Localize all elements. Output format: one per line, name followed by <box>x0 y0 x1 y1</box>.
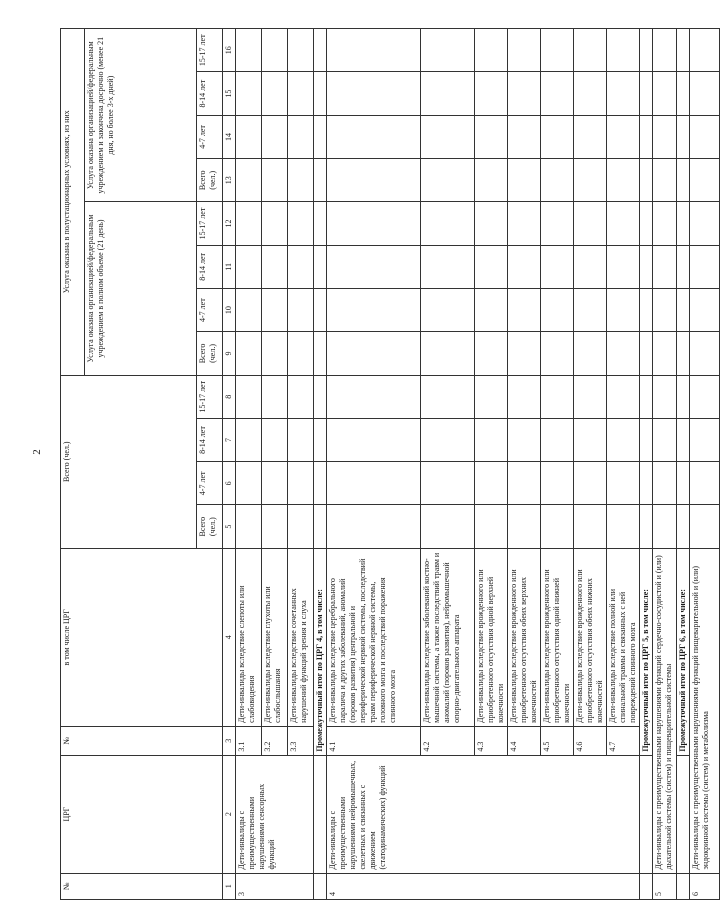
empty-cell <box>508 462 541 505</box>
empty-cell <box>690 332 720 375</box>
empty-cell <box>262 418 288 461</box>
empty-cell <box>640 418 653 461</box>
empty-cell <box>541 72 574 115</box>
column-number: 4 <box>223 548 236 726</box>
page-number: 2 <box>31 449 43 455</box>
empty-cell <box>640 159 653 202</box>
empty-cell <box>327 245 421 288</box>
empty-cell <box>236 288 262 331</box>
column-number: 12 <box>223 202 236 245</box>
empty-cell <box>653 418 677 461</box>
column-number: 10 <box>223 288 236 331</box>
empty-cell <box>690 462 720 505</box>
header-outpatient-group: Услуга оказана в полустационарных условиях, из них <box>61 29 85 376</box>
empty-cell <box>541 375 574 418</box>
empty-cell <box>690 505 720 548</box>
empty-cell <box>327 29 421 73</box>
empty-cell <box>653 115 677 158</box>
row-code: 4.5 <box>541 726 574 755</box>
empty-cell <box>314 288 327 331</box>
group-number: 5 <box>653 873 677 899</box>
empty-cell <box>653 29 677 73</box>
empty-cell <box>574 115 607 158</box>
column-number: 16 <box>223 29 236 73</box>
empty-cell <box>690 115 720 158</box>
empty-cell <box>475 245 508 288</box>
empty-cell <box>677 375 690 418</box>
empty-cell <box>288 418 314 461</box>
empty-cell <box>288 505 314 548</box>
empty-cell <box>690 375 720 418</box>
empty-cell <box>262 245 288 288</box>
empty-cell <box>574 418 607 461</box>
empty-cell <box>541 29 574 73</box>
header-age-4-7: 4-7 лет <box>197 288 223 331</box>
empty-cell <box>607 202 640 245</box>
row-text: Дети-инвалиды вследствие полной или спинальной травмы и связанных с ней повреждений спинного мозга <box>607 548 640 726</box>
empty-cell <box>314 332 327 375</box>
header-age-8-14: 8-14 лет <box>197 418 223 461</box>
empty-cell <box>421 462 475 505</box>
empty-cell <box>541 245 574 288</box>
empty-cell <box>574 375 607 418</box>
empty-cell <box>653 245 677 288</box>
empty-cell <box>653 375 677 418</box>
header-age-15-17: 15-17 лет <box>197 202 223 245</box>
subtotal-label: Промежуточный итог по ЦРГ 6, в том числе: <box>677 548 690 755</box>
empty-cell <box>640 332 653 375</box>
empty-cell <box>327 462 421 505</box>
empty-cell <box>640 375 653 418</box>
empty-cell <box>640 29 653 73</box>
empty-cell <box>314 72 327 115</box>
empty-cell <box>541 115 574 158</box>
column-number-row <box>223 29 236 900</box>
table-row <box>327 29 421 900</box>
empty-cell <box>421 288 475 331</box>
row-code: 4.1 <box>327 726 421 755</box>
header-age-15-17: 15-17 лет <box>197 29 223 73</box>
empty-cell <box>475 462 508 505</box>
empty-cell <box>236 375 262 418</box>
empty-cell <box>508 202 541 245</box>
empty-cell <box>421 332 475 375</box>
empty-cell <box>677 288 690 331</box>
empty-cell <box>508 29 541 73</box>
empty-cell <box>574 72 607 115</box>
header-crg: ЦРГ <box>61 755 223 873</box>
empty-cell <box>574 29 607 73</box>
empty-cell <box>607 505 640 548</box>
column-number: 7 <box>223 418 236 461</box>
header-no2: № <box>61 726 223 755</box>
empty-cell <box>236 332 262 375</box>
empty-cell <box>288 159 314 202</box>
empty-cell <box>288 245 314 288</box>
row-text: Дети-инвалиды вследствие заболеваний костно-мышечной системы, а также последствий травм и аномалий (пороков развития), нейромышечной опорно-двигательного аппарата <box>421 548 475 726</box>
row-text: Дети-инвалиды вследствие церебрального паралича и других заболеваний, аномалий (пороков развития) центральной и периферической нервной системы, последствий травм периферической нервной системы, головного мозга и последствий поражения спинного мозга <box>327 548 421 726</box>
subtotal-label: Промежуточный итог по ЦРГ 4, в том числе: <box>314 548 327 755</box>
empty-cell <box>653 159 677 202</box>
header-age-8-14: 8-14 лет <box>197 72 223 115</box>
empty-cell <box>475 375 508 418</box>
header-incl: в том числе ЦРГ <box>61 548 223 726</box>
column-number: 2 <box>223 755 236 873</box>
empty-cell <box>508 288 541 331</box>
empty-cell <box>690 245 720 288</box>
empty-cell <box>314 462 327 505</box>
group-number: 6 <box>690 873 720 899</box>
empty-cell <box>508 375 541 418</box>
header-no: № <box>61 873 223 899</box>
empty-cell <box>574 462 607 505</box>
empty-cell <box>327 288 421 331</box>
empty-cell <box>640 245 653 288</box>
empty-cell <box>236 245 262 288</box>
empty-cell <box>541 288 574 331</box>
table-row <box>690 29 720 900</box>
header-age-8-14: 8-14 лет <box>197 245 223 288</box>
row-text: Дети-инвалиды вследствие врожденного или приобретенного отсутствия одной нижней конечности <box>541 548 574 726</box>
empty-cell <box>541 462 574 505</box>
empty-cell <box>574 288 607 331</box>
row-code: 4.4 <box>508 726 541 755</box>
empty-cell <box>262 29 288 73</box>
empty-cell <box>690 72 720 115</box>
empty-cell <box>640 755 653 873</box>
empty-cell <box>640 462 653 505</box>
column-number: 1 <box>223 873 236 899</box>
empty-cell <box>314 873 327 899</box>
group-name: Дети-инвалиды с преимущественными нарушениями нейромышечных, скелетных и связанных с движением (статодинамических) функций <box>327 755 640 873</box>
empty-cell <box>607 332 640 375</box>
subtotal-row <box>314 29 327 900</box>
empty-cell <box>690 288 720 331</box>
empty-cell <box>607 375 640 418</box>
empty-cell <box>607 418 640 461</box>
empty-cell <box>574 245 607 288</box>
empty-cell <box>421 505 475 548</box>
empty-cell <box>508 505 541 548</box>
empty-cell <box>640 115 653 158</box>
row-text: Дети-инвалиды вследствие сочетанных нарушений функций зрения и слуха <box>288 548 314 726</box>
empty-cell <box>607 159 640 202</box>
empty-cell <box>314 755 327 873</box>
empty-cell <box>314 375 327 418</box>
empty-cell <box>262 159 288 202</box>
header-short-group: Услуга оказана организацией/федеральным учреждением и закончена досрочно (менее 21 дня, но более 3-х дней) <box>85 29 197 202</box>
empty-cell <box>475 418 508 461</box>
row-text: Дети-инвалиды вследствие врожденного или приобретенного отсутствия обеих нижних конечностей <box>574 548 607 726</box>
empty-cell <box>607 72 640 115</box>
empty-cell <box>677 159 690 202</box>
header-total-people: Всего (чел.) <box>197 159 223 202</box>
empty-cell <box>607 462 640 505</box>
empty-cell <box>262 288 288 331</box>
column-number: 15 <box>223 72 236 115</box>
empty-cell <box>541 418 574 461</box>
empty-cell <box>508 332 541 375</box>
empty-cell <box>653 462 677 505</box>
column-number: 13 <box>223 159 236 202</box>
empty-cell <box>421 159 475 202</box>
empty-cell <box>288 202 314 245</box>
empty-cell <box>541 202 574 245</box>
row-code: 3.2 <box>262 726 288 755</box>
empty-cell <box>288 462 314 505</box>
empty-cell <box>677 332 690 375</box>
empty-cell <box>314 418 327 461</box>
empty-cell <box>653 202 677 245</box>
empty-cell <box>677 202 690 245</box>
column-number: 5 <box>223 505 236 548</box>
empty-cell <box>236 418 262 461</box>
empty-cell <box>236 72 262 115</box>
group-text: Дети-инвалиды с преимущественными нарушениями функций сердечно-сосудистой и (или) дыхательной системы (систем) и пищеварительной системы <box>653 548 677 873</box>
page <box>60 28 710 900</box>
column-number: 8 <box>223 375 236 418</box>
subtotal-label: Промежуточный итог по ЦРГ 5, в том числе: <box>640 548 653 755</box>
row-text: Дети-инвалиды вследствие глухоты или слабослышания <box>262 548 288 726</box>
empty-cell <box>541 159 574 202</box>
empty-cell <box>607 245 640 288</box>
empty-cell <box>421 202 475 245</box>
empty-cell <box>690 202 720 245</box>
empty-cell <box>327 202 421 245</box>
empty-cell <box>475 29 508 73</box>
empty-cell <box>640 873 653 899</box>
empty-cell <box>327 418 421 461</box>
empty-cell <box>640 202 653 245</box>
empty-cell <box>314 202 327 245</box>
empty-cell <box>262 115 288 158</box>
empty-cell <box>640 72 653 115</box>
empty-cell <box>421 245 475 288</box>
empty-cell <box>607 288 640 331</box>
empty-cell <box>314 505 327 548</box>
row-text: Дети-инвалиды вследствие врожденного или приобретенного отсутствия одной верхней конечности <box>475 548 508 726</box>
empty-cell <box>677 505 690 548</box>
empty-cell <box>262 505 288 548</box>
column-number: 9 <box>223 332 236 375</box>
row-text: Дети-инвалиды вследствие врожденного или приобретенного отсутствия обеих верхних конечностей <box>508 548 541 726</box>
empty-cell <box>475 202 508 245</box>
empty-cell <box>327 505 421 548</box>
group-text: Дети-инвалиды с преимущественными нарушениями функций пищеварительной и (или) эндокринной системы (систем) и метаболизма <box>690 548 720 873</box>
empty-cell <box>327 375 421 418</box>
empty-cell <box>640 505 653 548</box>
empty-cell <box>288 115 314 158</box>
empty-cell <box>508 159 541 202</box>
empty-cell <box>475 115 508 158</box>
empty-cell <box>288 332 314 375</box>
empty-cell <box>327 72 421 115</box>
empty-cell <box>314 245 327 288</box>
table-row <box>653 29 677 900</box>
empty-cell <box>677 873 690 899</box>
header-total-people: Всего (чел.) <box>197 505 223 548</box>
empty-cell <box>653 288 677 331</box>
empty-cell <box>653 72 677 115</box>
empty-cell <box>677 462 690 505</box>
empty-cell <box>288 72 314 115</box>
empty-cell <box>475 505 508 548</box>
column-number: 11 <box>223 245 236 288</box>
empty-cell <box>236 159 262 202</box>
empty-cell <box>508 115 541 158</box>
empty-cell <box>327 159 421 202</box>
empty-cell <box>607 115 640 158</box>
empty-cell <box>574 202 607 245</box>
empty-cell <box>690 159 720 202</box>
empty-cell <box>262 202 288 245</box>
empty-cell <box>288 375 314 418</box>
empty-cell <box>574 159 607 202</box>
empty-cell <box>541 332 574 375</box>
empty-cell <box>262 375 288 418</box>
empty-cell <box>690 29 720 73</box>
rotated-table-wrapper <box>60 28 710 900</box>
empty-cell <box>607 29 640 73</box>
empty-cell <box>475 332 508 375</box>
header-age-15-17: 15-17 лет <box>197 375 223 418</box>
empty-cell <box>475 72 508 115</box>
header-total-people: Всего (чел.) <box>197 332 223 375</box>
empty-cell <box>508 418 541 461</box>
empty-cell <box>677 418 690 461</box>
column-number: 6 <box>223 462 236 505</box>
empty-cell <box>508 72 541 115</box>
table-header <box>61 29 236 900</box>
group-number: 4 <box>327 873 640 899</box>
empty-cell <box>236 29 262 73</box>
empty-cell <box>236 115 262 158</box>
table-row <box>236 29 262 900</box>
table-body <box>236 29 720 900</box>
empty-cell <box>677 755 690 873</box>
group-number: 3 <box>236 873 314 899</box>
empty-cell <box>288 288 314 331</box>
empty-cell <box>421 115 475 158</box>
empty-cell <box>574 505 607 548</box>
empty-cell <box>653 505 677 548</box>
header-full-group: Услуга оказана организацией/федеральным учреждением в полном объеме (21 день) <box>85 202 197 375</box>
empty-cell <box>677 29 690 73</box>
row-code: 4.3 <box>475 726 508 755</box>
subtotal-row <box>677 29 690 900</box>
row-code: 4.2 <box>421 726 475 755</box>
header-age-4-7: 4-7 лет <box>197 115 223 158</box>
empty-cell <box>421 418 475 461</box>
empty-cell <box>327 332 421 375</box>
empty-cell <box>236 462 262 505</box>
column-number: 14 <box>223 115 236 158</box>
empty-cell <box>475 288 508 331</box>
empty-cell <box>314 159 327 202</box>
empty-cell <box>574 332 607 375</box>
empty-cell <box>421 29 475 73</box>
column-number: 3 <box>223 726 236 755</box>
empty-cell <box>640 288 653 331</box>
empty-cell <box>327 115 421 158</box>
empty-cell <box>236 202 262 245</box>
empty-cell <box>541 505 574 548</box>
row-code: 3.1 <box>236 726 262 755</box>
empty-cell <box>288 29 314 73</box>
empty-cell <box>690 418 720 461</box>
row-code: 3.3 <box>288 726 314 755</box>
row-text: Дети-инвалиды вследствие слепоты или слабовидения <box>236 548 262 726</box>
empty-cell <box>653 332 677 375</box>
empty-cell <box>508 245 541 288</box>
empty-cell <box>314 29 327 73</box>
empty-cell <box>421 375 475 418</box>
subtotal-row <box>640 29 653 900</box>
row-code: 4.6 <box>574 726 607 755</box>
group-name: Дети-инвалиды с преимущественными нарушениями сенсорных функций <box>236 755 314 873</box>
empty-cell <box>677 115 690 158</box>
header-age-4-7: 4-7 лет <box>197 462 223 505</box>
empty-cell <box>236 505 262 548</box>
header-total-group: Всего (чел.) <box>61 375 197 548</box>
row-code: 4.7 <box>607 726 640 755</box>
empty-cell <box>421 72 475 115</box>
empty-cell <box>677 245 690 288</box>
empty-cell <box>314 115 327 158</box>
empty-cell <box>677 72 690 115</box>
empty-cell <box>262 462 288 505</box>
empty-cell <box>262 72 288 115</box>
empty-cell <box>475 159 508 202</box>
report-table <box>60 28 720 900</box>
empty-cell <box>262 332 288 375</box>
